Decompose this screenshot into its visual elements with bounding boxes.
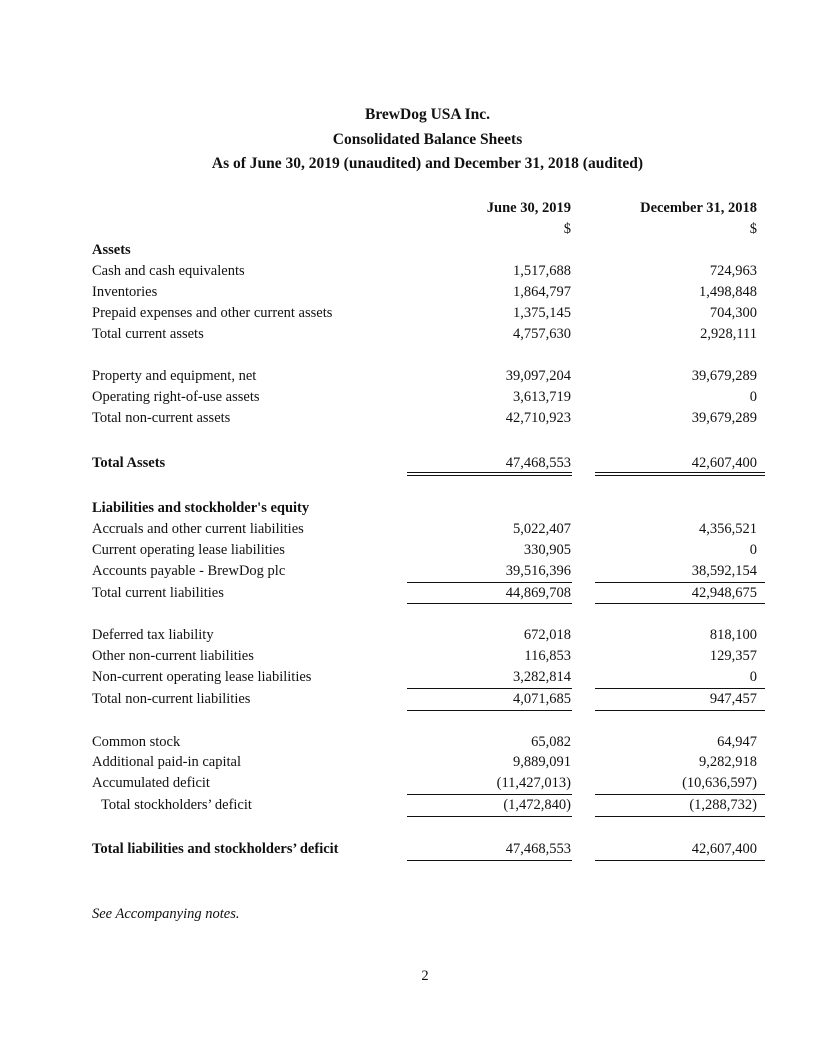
row-label: Total Assets bbox=[92, 455, 166, 471]
noncurrent-liabilities-total-rule-1 bbox=[407, 710, 572, 711]
row-label: Total stockholders’ deficit bbox=[101, 797, 252, 813]
value-dec-2018: 2,928,111 bbox=[700, 326, 757, 342]
total-assets-double-rule-bottom-2 bbox=[595, 475, 765, 476]
company-name: BrewDog USA Inc. bbox=[364, 106, 490, 123]
row-label: Inventories bbox=[92, 284, 158, 300]
value-june-2019: 116,853 bbox=[524, 648, 571, 664]
current-liabilities-total-rule-2 bbox=[595, 603, 765, 604]
page-number: 2 bbox=[421, 968, 429, 984]
table-row bbox=[0, 648, 815, 669]
grand-total-rule-2 bbox=[595, 860, 765, 861]
value-dec-2018: 39,679,289 bbox=[691, 410, 757, 426]
table-row bbox=[0, 734, 815, 755]
row-label: Liabilities and stockholder's equity bbox=[92, 500, 310, 516]
value-dec-2018: 42,948,675 bbox=[691, 585, 757, 601]
value-dec-2018: 42,607,400 bbox=[691, 455, 757, 471]
value-june-2019: 65,082 bbox=[531, 734, 571, 750]
current-liabilities-total-rule-1 bbox=[407, 603, 572, 604]
row-label: Accounts payable - BrewDog plc bbox=[92, 563, 286, 579]
table-row bbox=[0, 410, 815, 431]
table-row bbox=[0, 521, 815, 542]
total-assets-double-rule-top-2 bbox=[595, 472, 765, 473]
grand-total-rule-1 bbox=[407, 860, 572, 861]
table-row bbox=[0, 326, 815, 347]
value-dec-2018: 704,300 bbox=[709, 305, 757, 321]
value-june-2019: 672,018 bbox=[523, 627, 571, 643]
equity-rule-2 bbox=[595, 794, 765, 795]
value-june-2019: 47,468,553 bbox=[505, 841, 571, 857]
value-june-2019: 3,282,814 bbox=[513, 669, 571, 685]
row-label: Prepaid expenses and other current assets bbox=[92, 305, 333, 321]
table-row bbox=[0, 242, 815, 263]
value-dec-2018: 39,679,289 bbox=[691, 368, 757, 384]
value-dec-2018: 42,607,400 bbox=[691, 841, 757, 857]
value-dec-2018: 9,282,918 bbox=[699, 754, 757, 770]
value-dec-2018: 1,498,848 bbox=[699, 284, 757, 300]
row-label: Common stock bbox=[92, 734, 181, 750]
value-dec-2018: 0 bbox=[749, 542, 757, 558]
noncurrent-liabilities-rule-1 bbox=[407, 688, 572, 689]
row-label: Total liabilities and stockholders’ deficit bbox=[92, 841, 339, 857]
row-label: Accumulated deficit bbox=[92, 775, 210, 791]
table-row bbox=[0, 775, 815, 796]
value-june-2019: 1,864,797 bbox=[513, 284, 571, 300]
row-label: Total current liabilities bbox=[92, 585, 224, 601]
column-header-dec-2018: December 31, 2018 bbox=[640, 200, 757, 216]
value-june-2019: (11,427,013) bbox=[496, 775, 571, 791]
current-liabilities-rule-2 bbox=[595, 582, 765, 583]
value-june-2019: (1,472,840) bbox=[503, 797, 571, 813]
row-label: Total non-current liabilities bbox=[92, 691, 251, 707]
table-row bbox=[0, 754, 815, 775]
row-label: Deferred tax liability bbox=[92, 627, 214, 643]
value-june-2019: 39,516,396 bbox=[505, 563, 571, 579]
table-row bbox=[0, 263, 815, 284]
value-dec-2018: 0 bbox=[749, 669, 757, 685]
row-label: Assets bbox=[92, 242, 131, 258]
table-row bbox=[0, 500, 815, 521]
value-dec-2018: 64,947 bbox=[717, 734, 757, 750]
row-label: Property and equipment, net bbox=[92, 368, 257, 384]
value-dec-2018: 724,963 bbox=[709, 263, 757, 279]
current-liabilities-rule-1 bbox=[407, 582, 572, 583]
value-june-2019: 3,613,719 bbox=[513, 389, 571, 405]
value-june-2019: 4,757,630 bbox=[513, 326, 571, 342]
table-row bbox=[0, 284, 815, 305]
value-june-2019: 1,375,145 bbox=[513, 305, 571, 321]
value-dec-2018: (1,288,732) bbox=[689, 797, 757, 813]
noncurrent-liabilities-rule-2 bbox=[595, 688, 765, 689]
row-label: Current operating lease liabilities bbox=[92, 542, 285, 558]
value-dec-2018: 129,357 bbox=[709, 648, 757, 664]
value-dec-2018: 38,592,154 bbox=[691, 563, 757, 579]
table-row bbox=[0, 305, 815, 326]
row-label: Total non-current assets bbox=[92, 410, 231, 426]
noncurrent-liabilities-total-rule-2 bbox=[595, 710, 765, 711]
footnote: See Accompanying notes. bbox=[92, 906, 240, 922]
row-label: Additional paid-in capital bbox=[92, 754, 241, 770]
column-header-june-2019: June 30, 2019 bbox=[486, 200, 571, 216]
value-dec-2018: 0 bbox=[749, 389, 757, 405]
value-dec-2018: 947,457 bbox=[709, 691, 757, 707]
value-dec-2018: (10,636,597) bbox=[682, 775, 757, 791]
currency-june-2019: $ bbox=[563, 221, 571, 237]
table-row bbox=[0, 563, 815, 584]
value-june-2019: 47,468,553 bbox=[505, 455, 571, 471]
row-label: Cash and cash equivalents bbox=[92, 263, 245, 279]
row-label: Other non-current liabilities bbox=[92, 648, 254, 664]
value-june-2019: 39,097,204 bbox=[505, 368, 571, 384]
value-june-2019: 330,905 bbox=[523, 542, 571, 558]
statement-title: Consolidated Balance Sheets bbox=[332, 131, 523, 148]
table-row bbox=[0, 389, 815, 410]
total-assets-double-rule-top-1 bbox=[407, 472, 572, 473]
table-row bbox=[0, 691, 815, 712]
value-june-2019: 9,889,091 bbox=[513, 754, 571, 770]
value-dec-2018: 818,100 bbox=[709, 627, 757, 643]
value-dec-2018: 4,356,521 bbox=[699, 521, 757, 537]
value-june-2019: 5,022,407 bbox=[513, 521, 571, 537]
row-label: Non-current operating lease liabilities bbox=[92, 669, 312, 685]
equity-total-rule-2 bbox=[595, 816, 765, 817]
equity-rule-1 bbox=[407, 794, 572, 795]
statement-period: As of June 30, 2019 (unaudited) and December 31, 2018 (audited) bbox=[211, 155, 644, 172]
table-row bbox=[0, 797, 815, 818]
row-label: Accruals and other current liabilities bbox=[92, 521, 304, 537]
value-june-2019: 1,517,688 bbox=[513, 263, 571, 279]
row-label: Operating right-of-use assets bbox=[92, 389, 260, 405]
table-row bbox=[0, 542, 815, 563]
total-assets-double-rule-bottom-1 bbox=[407, 475, 572, 476]
table-row bbox=[0, 627, 815, 648]
value-june-2019: 4,071,685 bbox=[513, 691, 571, 707]
table-row bbox=[0, 669, 815, 690]
value-june-2019: 44,869,708 bbox=[505, 585, 571, 601]
row-label: Total current assets bbox=[92, 326, 204, 342]
table-row bbox=[0, 368, 815, 389]
currency-dec-2018: $ bbox=[749, 221, 757, 237]
value-june-2019: 42,710,923 bbox=[505, 410, 571, 426]
equity-total-rule-1 bbox=[407, 816, 572, 817]
table-row bbox=[0, 841, 815, 862]
